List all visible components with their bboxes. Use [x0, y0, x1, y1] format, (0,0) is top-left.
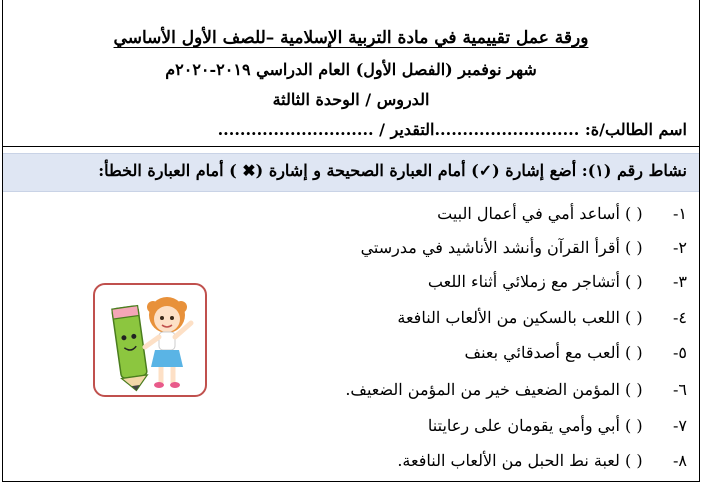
item-number: ٨-: [673, 451, 687, 470]
activity-instruction-band: [3, 153, 699, 192]
answer-box[interactable]: ( ): [625, 308, 643, 327]
item-number: ٣-: [673, 272, 687, 291]
item-number: ٦-: [673, 380, 687, 399]
item-number: ٢-: [673, 238, 687, 257]
list-item: [397, 451, 687, 470]
item-text: المؤمن الضعيف خير من المؤمن الضعيف.: [345, 380, 620, 399]
item-text: أبي وأمي يقومان على رعايتنا: [427, 416, 620, 435]
list-item: [437, 204, 687, 223]
item-text: لعبة نط الحبل من الألعاب النافعة.: [397, 451, 620, 470]
list-item: [428, 272, 687, 291]
list-item: [361, 238, 687, 257]
list-item: [397, 308, 687, 327]
item-number: ٧-: [673, 416, 687, 435]
worksheet-frame: [2, 0, 700, 482]
item-text: أقرأ القرآن وأنشد الأناشيد في مدرستي: [360, 238, 620, 257]
answer-box[interactable]: ( ): [625, 451, 643, 470]
girl-with-pencil-illustration: [93, 283, 207, 397]
item-number: ١-: [673, 204, 687, 223]
answer-box[interactable]: ( ): [625, 272, 643, 291]
list-item: [345, 380, 687, 399]
answer-box[interactable]: ( ): [625, 343, 643, 362]
worksheet-title: ورقة عمل تقييمية في مادة التربية الإسلامية –للصف الأول الأساسي: [113, 28, 589, 48]
item-text: أساعد أمي في أعمال البيت: [437, 204, 620, 223]
answer-box[interactable]: ( ): [625, 204, 643, 223]
answer-box[interactable]: ( ): [625, 238, 643, 257]
lessons-line: الدروس / الوحدة الثالثة: [272, 90, 430, 109]
answer-box[interactable]: ( ): [625, 416, 643, 435]
student-name-grade-line: اسم الطالب/ة: ..........................التقدير / ............................: [217, 120, 687, 139]
activity-instruction: نشاط رقم (١): أضع إشارة (✓) أمام العبارة الصحيحة و إشارة (✖ ) أمام العبارة الخطأ:: [98, 161, 687, 180]
list-item: [428, 416, 687, 435]
item-number: ٤-: [673, 308, 687, 327]
worksheet-header: [3, 0, 699, 147]
item-text: اللعب بالسكين من الألعاب النافعة: [397, 308, 620, 327]
answer-box[interactable]: ( ): [625, 380, 643, 399]
item-text: ألعب مع أصدقائي بعنف: [464, 343, 620, 362]
girl-pencil-icon: [95, 285, 205, 395]
item-number: ٥-: [673, 343, 687, 362]
item-text: أتشاجر مع زملائي أثناء اللعب: [427, 272, 620, 291]
term-line: شهر نوفمبر (الفصل الأول) العام الدراسي ٢٠١٩-٢٠٢٠م: [165, 60, 537, 79]
list-item: [465, 343, 688, 362]
